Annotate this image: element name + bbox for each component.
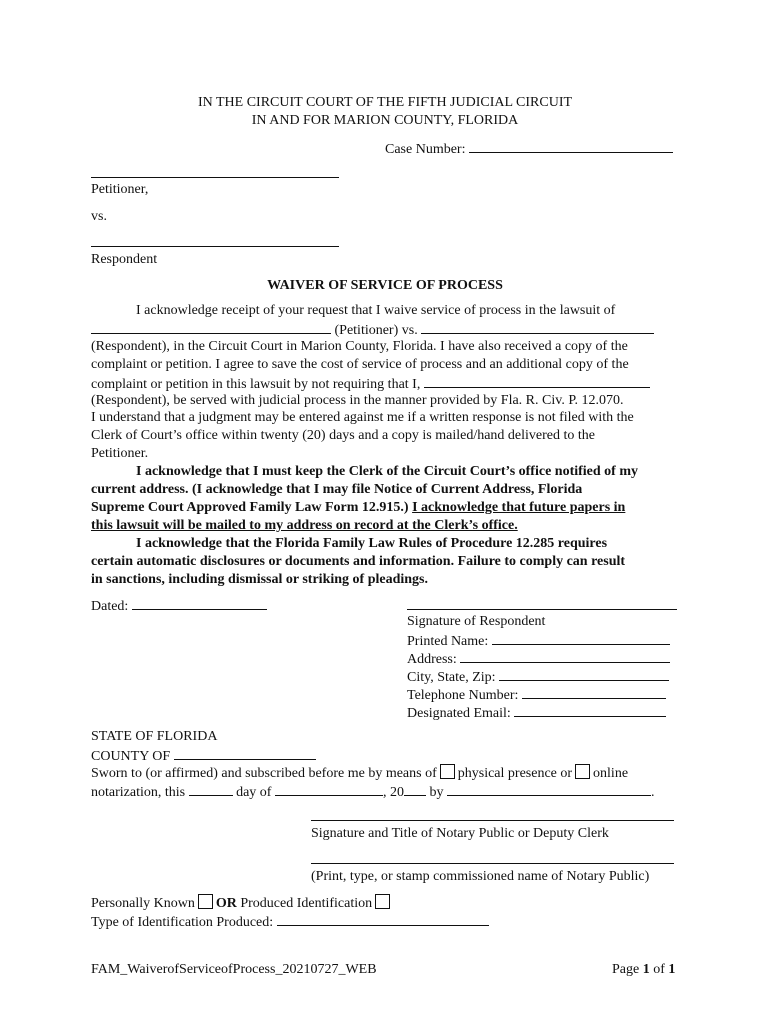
dated-label: Dated: <box>91 599 129 614</box>
produced-id-checkbox[interactable] <box>375 894 390 909</box>
printed-name-label: Printed Name: <box>407 634 489 649</box>
address-ack-line-4: this lawsuit will be mailed to my address on record at the Clerk’s office. <box>91 518 518 533</box>
personally-known-label: Personally Known <box>91 896 195 911</box>
body-line-1: I acknowledge receipt of your request that I waive service of process in the lawsuit of <box>136 303 616 318</box>
disclosure-ack-line-1: I acknowledge that the Florida Family Law Rules of Procedure 12.285 requires <box>136 536 608 551</box>
form-title: WAIVER OF SERVICE OF PROCESS <box>267 278 503 293</box>
sworn-line <box>91 764 628 783</box>
state-line: STATE OF FLORIDA <box>91 729 218 744</box>
address-ack-line-1: I acknowledge that I must keep the Clerk of the Circuit Court’s office notified of my <box>136 464 638 479</box>
address-blank[interactable] <box>460 649 670 663</box>
address-ack-line-3-underlined: I acknowledge that future papers in <box>412 500 626 515</box>
court-line-2: IN AND FOR MARION COUNTY, FLORIDA <box>251 113 519 128</box>
body-line-4: complaint or petition. I agree to save the cost of service of process and an additional copy of the <box>91 357 629 372</box>
year-prefix: , 20 <box>382 785 404 800</box>
page-current: 1 <box>642 962 650 977</box>
dated-blank[interactable] <box>132 596 267 610</box>
produced-id-label: Produced Identification <box>240 896 373 911</box>
court-line-1: IN THE CIRCUIT COURT OF THE FIFTH JUDICIAL CIRCUIT <box>197 95 573 110</box>
id-type-blank[interactable] <box>277 912 489 926</box>
page-prefix: Page <box>612 962 640 977</box>
page-total: 1 <box>668 962 676 977</box>
case-number <box>385 139 673 159</box>
petitioner-vs-text: (Petitioner) vs. <box>334 323 418 338</box>
body-line-7: I understand that a judgment may be entered against me if a written response is not filed with the <box>91 410 634 425</box>
city-state-zip-field <box>407 667 669 687</box>
body-line-5-text: complaint or petition in this lawsuit by not requiring that I, <box>91 377 421 392</box>
body-line-6: (Respondent), be served with judicial process in the manner provided by Fla. R. Civ. P. 12.070. <box>91 393 624 408</box>
address-ack-line-2: current address. (I acknowledge that I may file Notice of Current Address, Florida <box>91 482 583 497</box>
printed-name-blank[interactable] <box>492 631 670 645</box>
by-label: by <box>429 785 444 800</box>
telephone-label: Telephone Number: <box>407 688 519 703</box>
disclosure-ack-line-2: certain automatic disclosures or documents and information. Failure to comply can result <box>91 554 626 569</box>
case-number-label: Case Number: <box>385 142 466 157</box>
footer-form-id: FAM_WaiverofServiceofProcess_20210727_WEB <box>91 962 377 977</box>
id-type-field <box>91 912 489 932</box>
disclosure-ack-line-3: in sanctions, including dismissal or striking of pleadings. <box>91 572 428 587</box>
respondent-label: Respondent <box>91 252 158 267</box>
body-line-5 <box>91 374 650 394</box>
city-state-zip-label: City, State, Zip: <box>407 670 496 685</box>
dated-field <box>91 596 267 616</box>
printed-name-field <box>407 631 670 651</box>
address-ack-line-3-plain: Supreme Court Approved Family Law Form 12.915.) <box>91 500 409 515</box>
email-field <box>407 703 666 723</box>
city-state-zip-blank[interactable] <box>499 667 669 681</box>
by-name-blank[interactable] <box>447 782 651 796</box>
telephone-field <box>407 685 666 705</box>
body-line-3: (Respondent), in the Circuit Court in Marion County, Florida. I have also received a copy of the <box>91 339 628 354</box>
page-of: of <box>653 962 665 977</box>
online-checkbox[interactable] <box>575 764 590 779</box>
body-line-9: Petitioner. <box>91 446 149 461</box>
county-field <box>91 746 316 766</box>
respondent-signature-line[interactable] <box>407 609 677 610</box>
email-blank[interactable] <box>514 703 666 717</box>
respondent-name-inline-blank[interactable] <box>424 374 650 388</box>
petitioner-label: Petitioner, <box>91 182 149 197</box>
county-label: COUNTY OF <box>91 749 171 764</box>
notary-print-name-label: (Print, type, or stamp commissioned name of Notary Public) <box>311 869 650 884</box>
email-label: Designated Email: <box>407 706 511 721</box>
personally-known-checkbox[interactable] <box>198 894 213 909</box>
notary-signature-label: Signature and Title of Notary Public or Deputy Clerk <box>311 826 609 841</box>
day-blank[interactable] <box>189 782 233 796</box>
online-label: online <box>593 766 629 781</box>
body-line-8: Clerk of Court’s office within twenty (20) days and a copy is mailed/hand delivered to the <box>91 428 596 443</box>
case-number-blank[interactable] <box>469 139 673 153</box>
footer-page-number <box>612 961 675 979</box>
notary-print-name-line[interactable] <box>311 863 674 864</box>
petitioner-name-blank[interactable] <box>91 177 339 178</box>
notary-signature-line[interactable] <box>311 820 674 821</box>
physical-presence-checkbox[interactable] <box>440 764 455 779</box>
lawsuit-petitioner-blank[interactable] <box>91 320 331 334</box>
identification-line <box>91 894 393 913</box>
physical-presence-label: physical presence or <box>457 766 573 781</box>
address-label: Address: <box>407 652 457 667</box>
year-blank[interactable] <box>404 782 426 796</box>
notarization-line <box>91 782 654 802</box>
lawsuit-respondent-blank[interactable] <box>421 320 654 334</box>
address-field <box>407 649 670 669</box>
county-blank[interactable] <box>174 746 316 760</box>
vs-label: vs. <box>91 209 107 224</box>
signature-of-respondent-label: Signature of Respondent <box>407 614 546 629</box>
or-label: OR <box>215 896 237 911</box>
sworn-text: Sworn to (or affirmed) and subscribed before me by means of <box>91 766 437 781</box>
period: . <box>650 785 655 800</box>
notarization-label: notarization, this <box>91 785 186 800</box>
month-blank[interactable] <box>275 782 383 796</box>
address-ack-line-3 <box>91 499 625 517</box>
day-of-label: day of <box>236 785 272 800</box>
body-line-2 <box>91 320 654 340</box>
telephone-blank[interactable] <box>522 685 666 699</box>
respondent-name-blank[interactable] <box>91 246 339 247</box>
id-type-label: Type of Identification Produced: <box>91 915 274 930</box>
